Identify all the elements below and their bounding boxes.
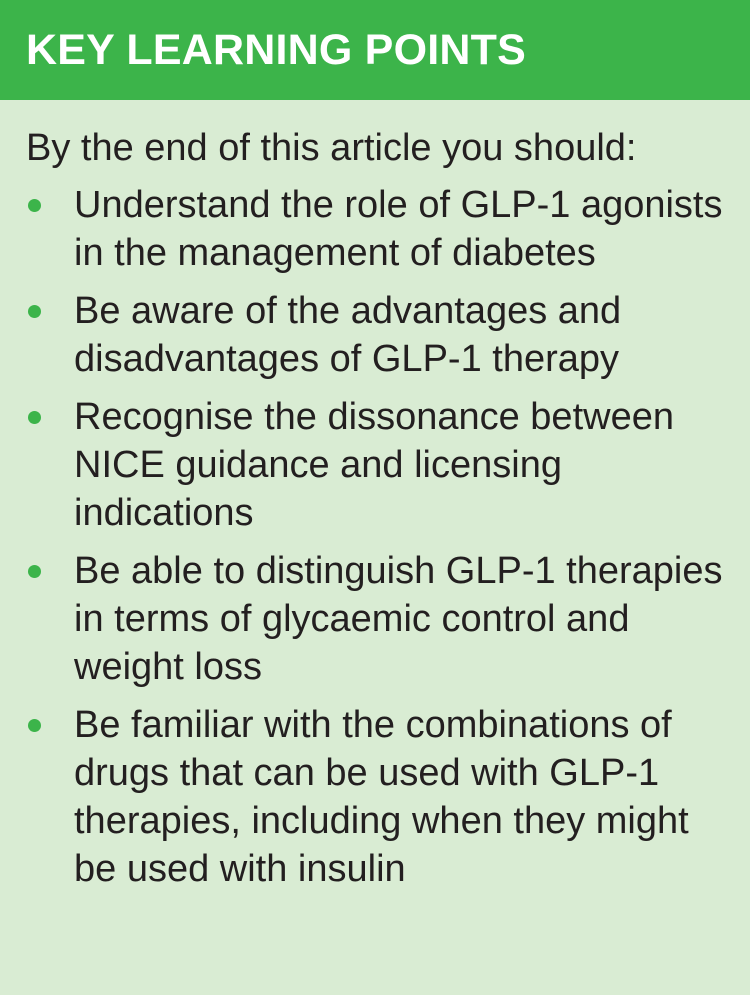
bullet-icon — [28, 411, 41, 424]
learning-point — [26, 287, 750, 383]
bullet-icon — [28, 719, 41, 732]
learning-point-text: Recognise the dissonance between NICE guidance and licensing indications — [74, 396, 674, 534]
learning-point — [26, 701, 750, 893]
learning-point — [26, 393, 750, 537]
learning-point-text: Be familiar with the combinations of drugs that can be used with GLP-1 therapies, including when they might be used with insulin — [74, 704, 689, 890]
learning-point — [26, 181, 750, 277]
learning-point-text: Understand the role of GLP-1 agonists in the management of diabetes — [74, 184, 723, 274]
bullet-icon — [28, 199, 41, 212]
learning-point-text: Be able to distinguish GLP-1 therapies in terms of glycaemic control and weight loss — [74, 550, 723, 688]
box-title: KEY LEARNING POINTS — [26, 26, 526, 74]
learning-point — [26, 547, 750, 691]
bullet-icon — [28, 305, 41, 318]
learning-point-text: Be aware of the advantages and disadvantages of GLP-1 therapy — [74, 290, 622, 380]
intro-text: By the end of this article you should: — [26, 127, 637, 169]
bullet-icon — [28, 565, 41, 578]
learning-points-list — [26, 181, 750, 893]
